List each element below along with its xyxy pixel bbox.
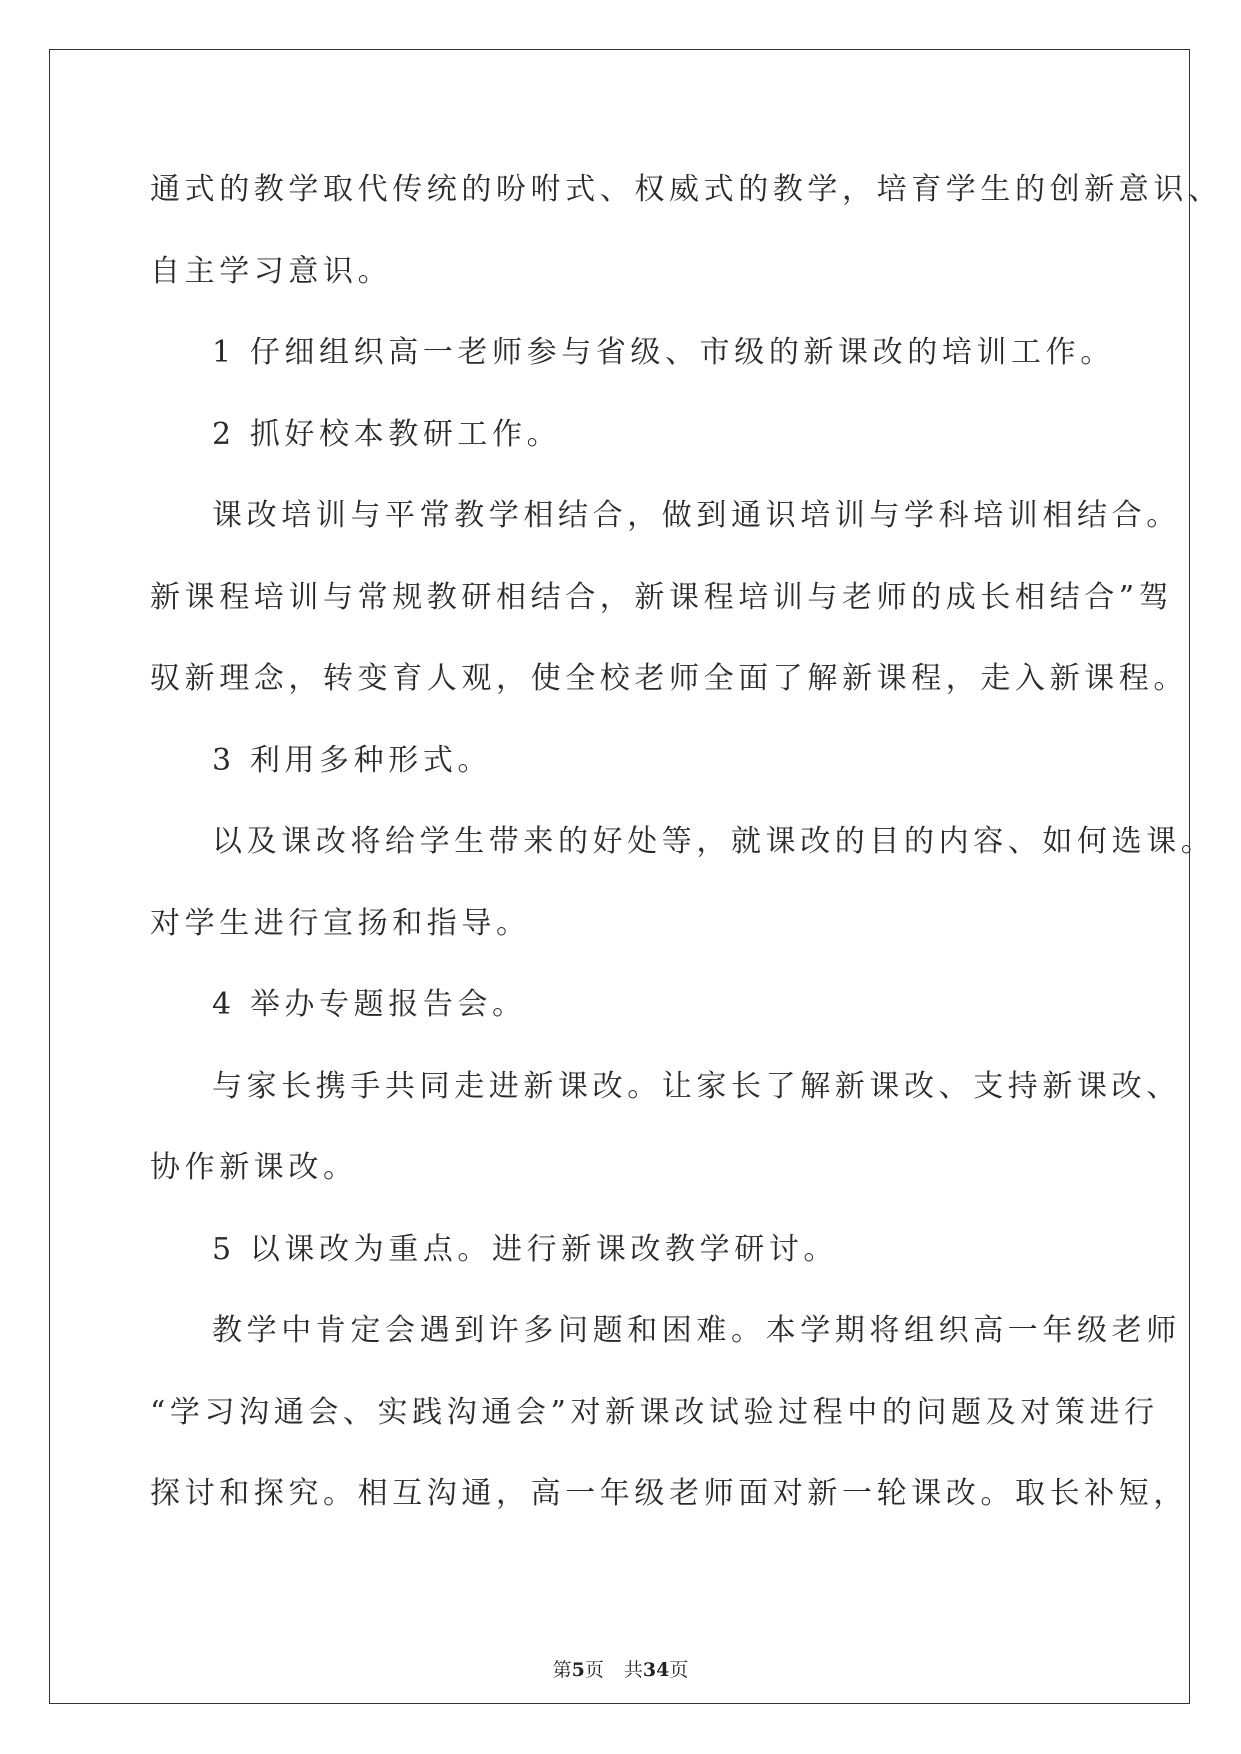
total-prefix: 共 (623, 1659, 643, 1681)
page-border (49, 49, 1190, 1704)
page-footer (0, 1658, 1241, 1682)
text-line: 与家长携手共同走进新课改。让家长了解新课改、支持新课改、 (212, 1069, 1181, 1104)
text-line: 5 以课改为重点。进行新课改教学研讨。 (212, 1232, 839, 1267)
text-line: 协作新课改。 (150, 1150, 358, 1185)
text-line: 以及课改将给学生带来的好处等，就课改的目的内容、如何选课。 (212, 824, 1216, 859)
page-suffix: 页 (584, 1659, 604, 1681)
text-line: 自主学习意识。 (150, 254, 393, 289)
text-line: 新课程培训与常规教研相结合，新课程培训与老师的成长相结合”驾 (150, 580, 1174, 615)
text-line: 3 利用多种形式。 (212, 743, 493, 778)
total-pages: 34 (642, 1659, 670, 1681)
text-line: “学习沟通会、实践沟通会”对新课改试验过程中的问题及对策进行 (150, 1395, 1159, 1430)
text-line: 教学中肯定会遇到许多问题和困难。本学期将组织高一年级老师 (212, 1313, 1181, 1348)
page-number: 5 (571, 1659, 585, 1681)
total-suffix: 页 (669, 1659, 689, 1681)
text-line: 2 抓好校本教研工作。 (212, 417, 562, 452)
text-line: 4 举办专题报告会。 (212, 987, 527, 1022)
text-line: 1 仔细组织高一老师参与省级、市级的新课改的培训工作。 (212, 335, 1115, 370)
text-line: 探讨和探究。相互沟通，高一年级老师面对新一轮课改。取长补短， (150, 1476, 1188, 1511)
text-line: 驭新理念，转变育人观，使全校老师全面了解新课程，走入新课程。 (150, 661, 1188, 696)
text-line: 课改培训与平常教学相结合，做到通识培训与学科培训相结合。 (212, 498, 1181, 533)
text-line: 对学生进行宣扬和指导。 (150, 906, 531, 941)
page-prefix: 第 (552, 1659, 572, 1681)
text-line: 通式的教学取代传统的吩咐式、权威式的教学，培育学生的创新意识、 (150, 172, 1223, 207)
